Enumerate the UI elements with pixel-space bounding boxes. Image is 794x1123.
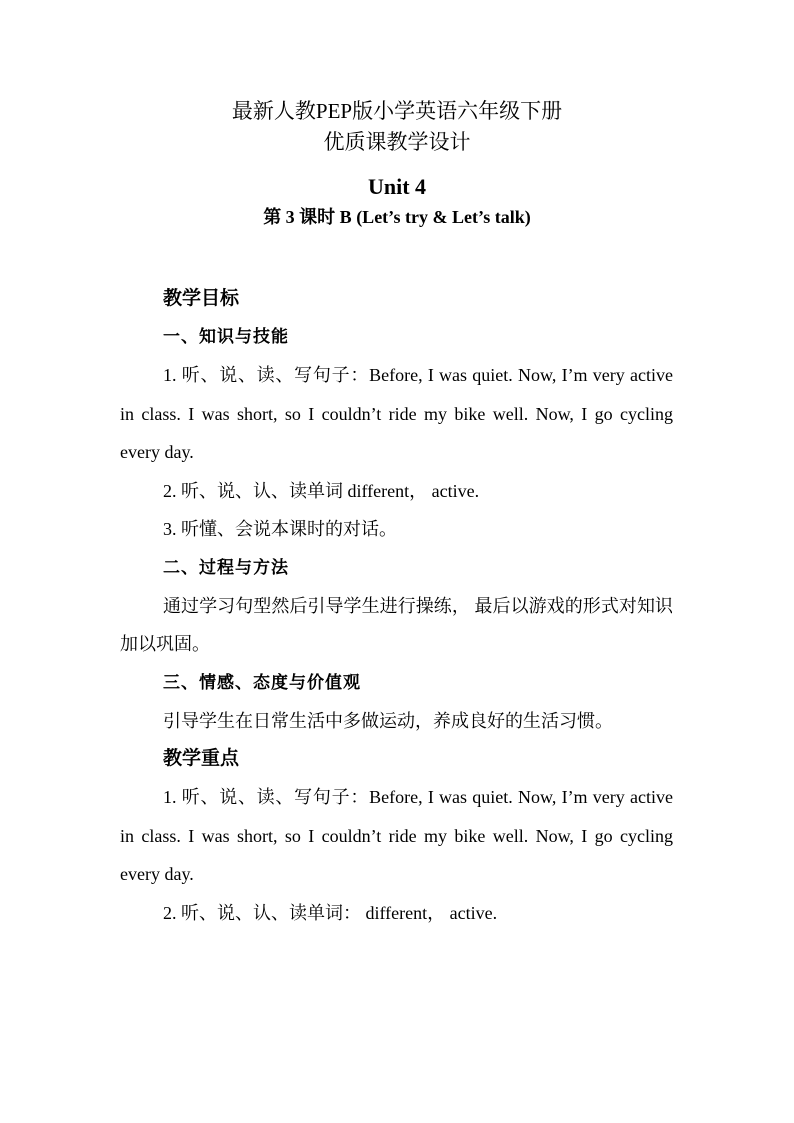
knowledge-heading: 一、知识与技能	[163, 327, 289, 346]
objectives-heading: 教学目标	[163, 288, 240, 309]
key-points-heading: 教学重点	[163, 748, 240, 769]
knowledge-item: 2. 听、说、认、读单词 different， active.	[163, 480, 480, 501]
key-point-item: 2. 听、说、认、读单词： different， active.	[163, 902, 498, 923]
emotion-heading: 三、情感、态度与价值观	[163, 672, 361, 692]
document-subtitle: 优质课教学设计	[323, 130, 471, 154]
process-heading: 二、过程与方法	[163, 557, 289, 577]
knowledge-item: 3. 听懂、会说本课时的对话。	[163, 519, 397, 539]
unit-title: Unit 4	[367, 174, 427, 199]
key-point-item: 1. 听、说、读、写句子：Before, I was quiet. Now, I’m very active in class. I was short, so I couldn’t ride my bike well. Now, I go cycling every day.	[120, 787, 673, 884]
emotion-text: 引导学生在日常生活中多做运动，养成良好的生活习惯。	[163, 710, 613, 731]
process-text: 通过学习句型然后引导学生进行操练， 最后以游戏的形式对知识加以巩固。	[120, 595, 673, 654]
lesson-title: 第 3 课时 B (Let’s try & Let’s talk)	[263, 207, 531, 227]
document-title: 最新人教PEP版小学英语六年级下册	[231, 99, 563, 123]
document-body	[120, 280, 673, 932]
knowledge-item: 1. 听、说、读、写句子：Before, I was quiet. Now, I’m very active in class. I was short, so I couldn’t ride my bike well. Now, I go cycling every day.	[120, 365, 673, 462]
